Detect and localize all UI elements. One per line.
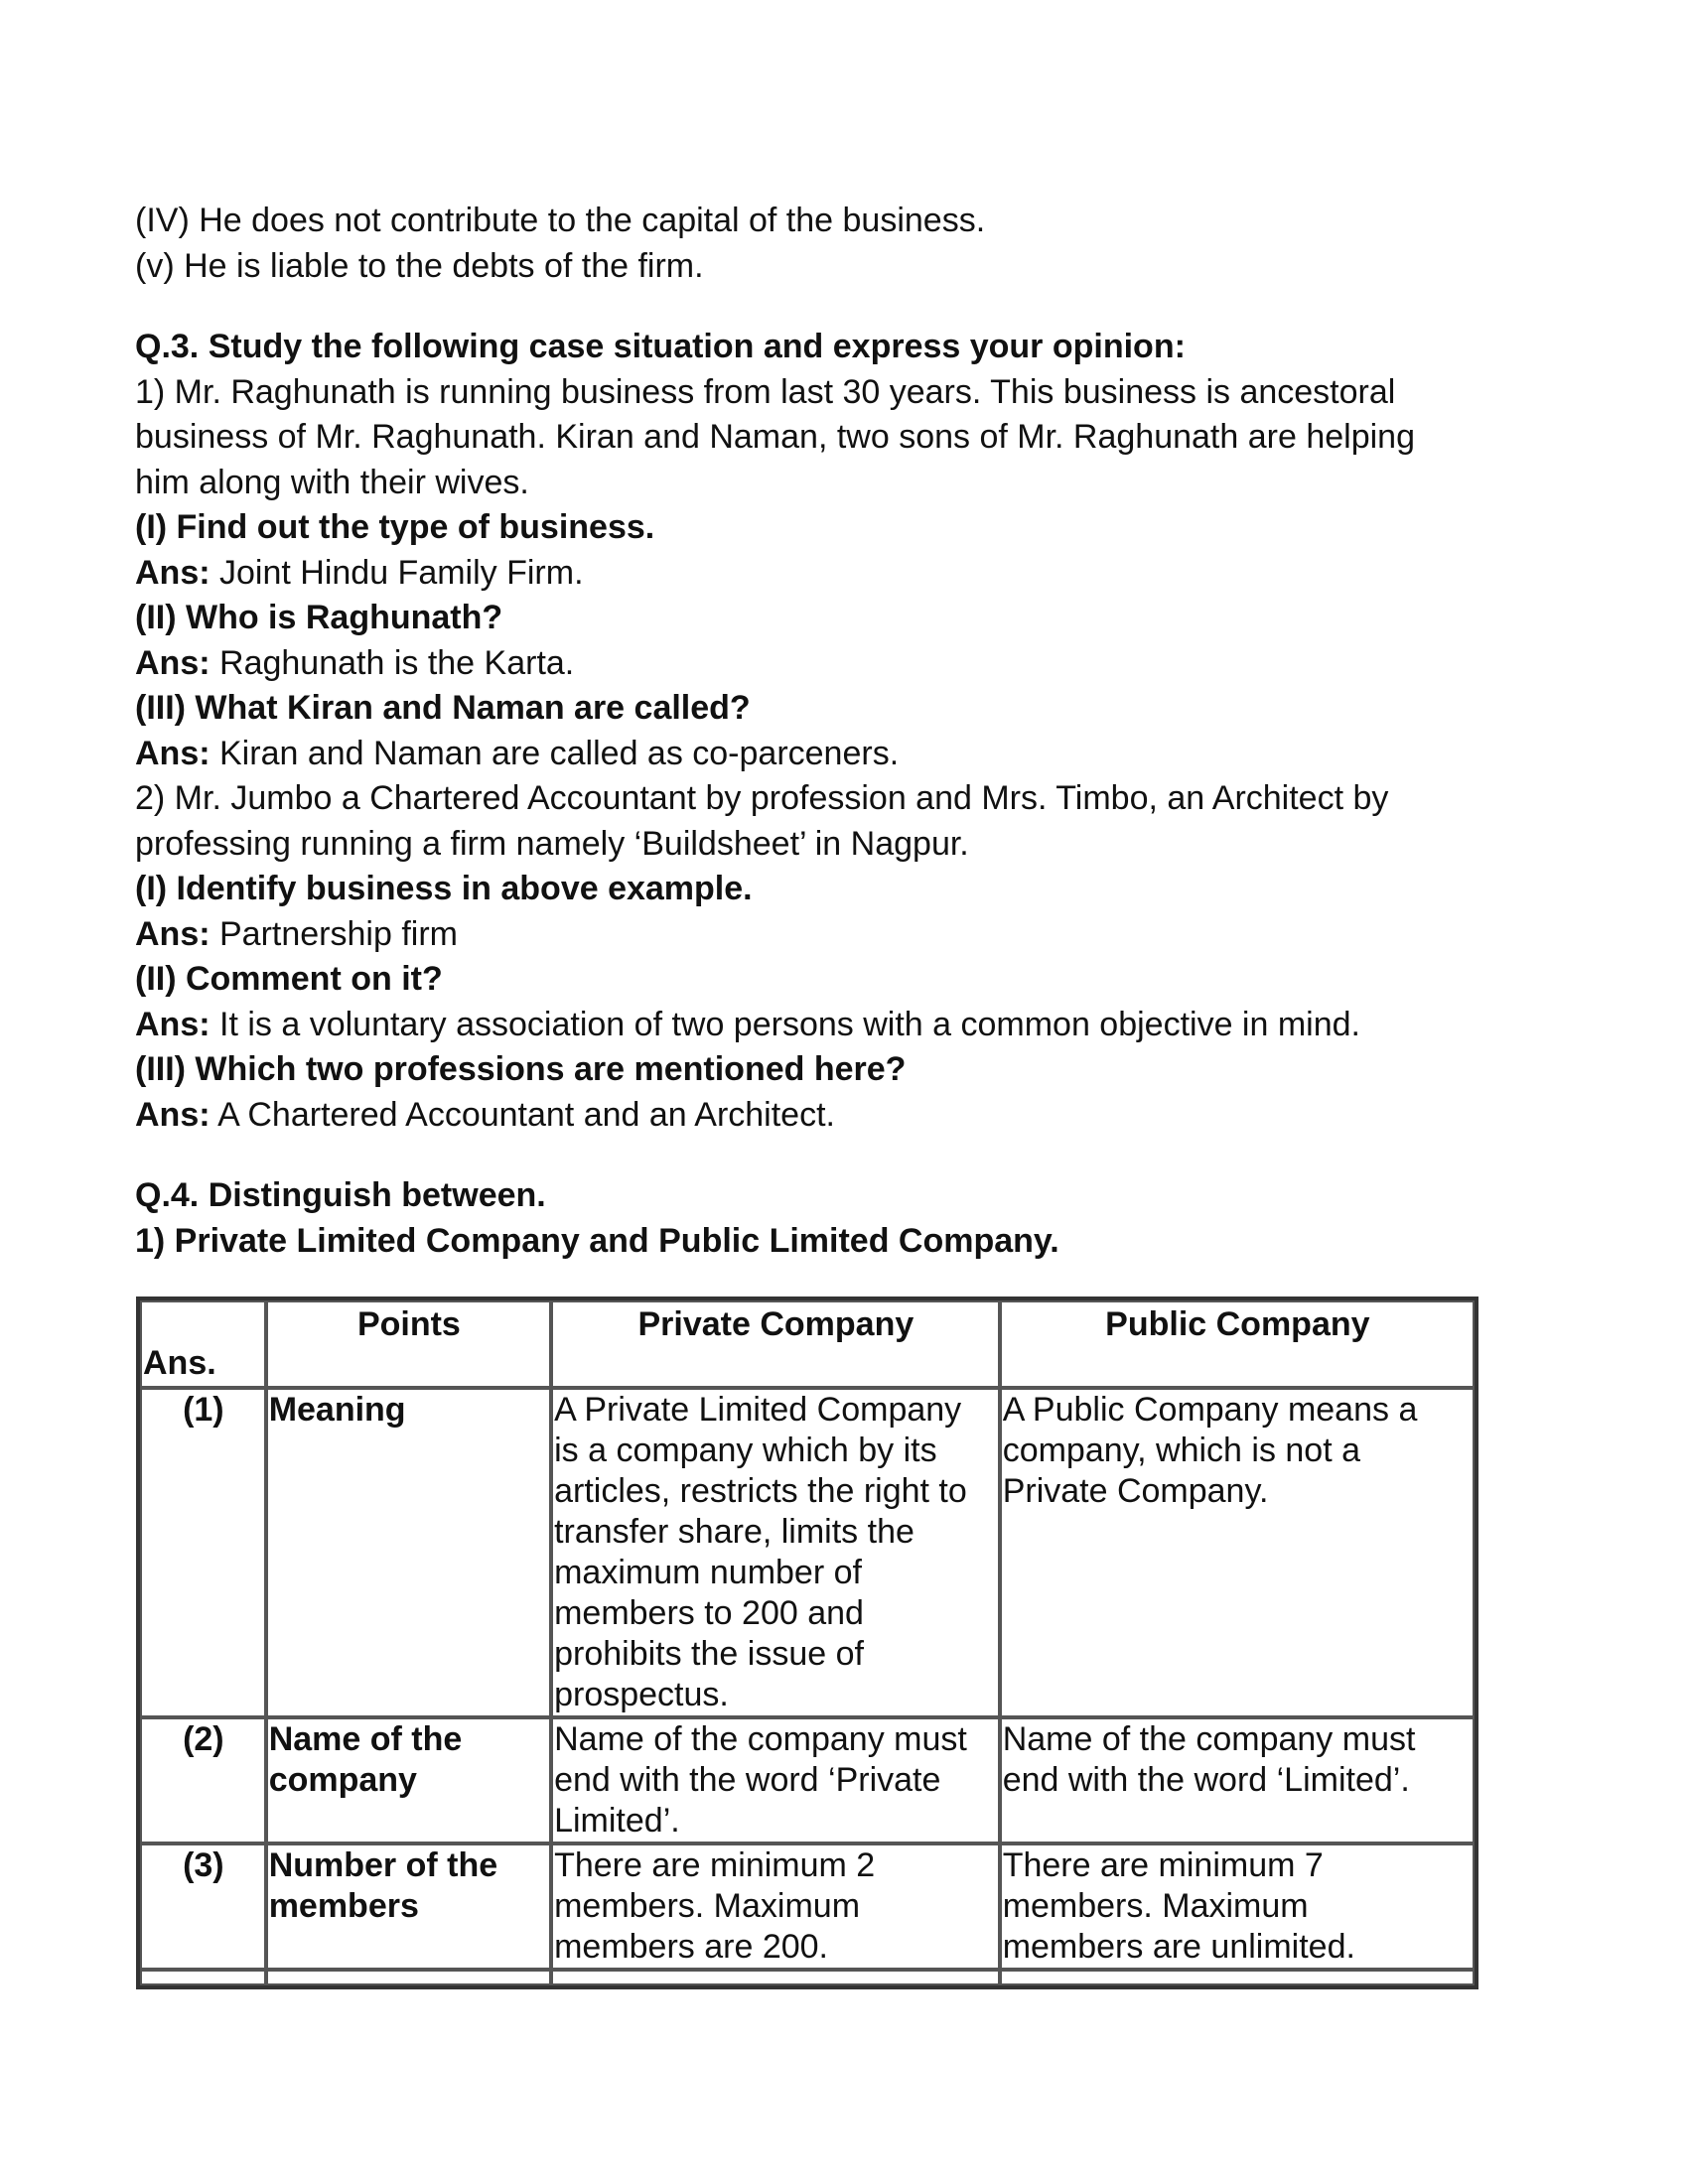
empty-cell [266, 1970, 551, 1985]
row-point [266, 1717, 551, 1843]
row-point [266, 1843, 551, 1970]
empty-cell [551, 1970, 1000, 1985]
answer-text: It is a voluntary association of two persons with a common objective in mind. [210, 1005, 1360, 1043]
table-row [140, 1843, 1475, 1970]
point-line: Name of the [268, 1720, 463, 1758]
row-number: (3) [140, 1843, 266, 1970]
case2-answer-2 [135, 1003, 1565, 1048]
private-line: is a company which by its [554, 1432, 937, 1469]
text-line-iv: (IV) He does not contribute to the capital of the business. [135, 202, 986, 239]
row-private [551, 1388, 1000, 1717]
public-line: Name of the company must [1002, 1720, 1416, 1758]
case2-question-2: (II) Comment on it? [135, 960, 443, 998]
answer-text: A Chartered Accountant and an Architect. [210, 1095, 835, 1134]
answer-label: Ans: [135, 914, 211, 953]
case1-line-2: business of Mr. Raghunath. Kiran and Naman, two sons of Mr. Raghunath are helping [135, 418, 1415, 456]
private-line: prospectus. [554, 1676, 729, 1713]
private-line: Limited’. [554, 1802, 680, 1840]
table-continuation-row [140, 1970, 1475, 1985]
public-line: Private Company. [1002, 1472, 1269, 1510]
point-line: members [268, 1887, 419, 1925]
private-line: members. Maximum [554, 1887, 861, 1925]
private-line: maximum number of [554, 1554, 862, 1591]
case2-line-1: 2) Mr. Jumbo a Chartered Accountant by profession and Mrs. Timbo, an Architect by [135, 779, 1389, 817]
header-private-company: Private Company [551, 1300, 1000, 1388]
public-line: members. Maximum [1002, 1887, 1309, 1925]
header-points: Points [266, 1300, 551, 1388]
case2-answer-3 [135, 1093, 1565, 1139]
private-line: articles, restricts the right to [554, 1472, 967, 1510]
row-private [551, 1717, 1000, 1843]
case1-question-1: (I) Find out the type of business. [135, 508, 655, 546]
answer-text: Joint Hindu Family Firm. [210, 553, 584, 592]
point-line: company [268, 1761, 417, 1799]
case2-answer-1 [135, 912, 1565, 958]
text-line-v: (v) He is liable to the debts of the firm. [135, 246, 704, 285]
empty-cell [140, 1970, 266, 1985]
answer-text: Partnership firm [210, 914, 458, 953]
row-point [266, 1388, 551, 1717]
ans-label: Ans. [140, 1300, 266, 1388]
public-line: There are minimum 7 [1002, 1846, 1324, 1884]
answer-text: Raghunath is the Karta. [210, 643, 575, 682]
case1-question-3: (III) What Kiran and Naman are called? [135, 689, 751, 727]
empty-cell [1000, 1970, 1475, 1985]
q3-heading: Q.3. Study the following case situation and express your opinion: [135, 328, 1186, 365]
private-line: Name of the company must [554, 1720, 967, 1758]
public-line: end with the word ‘Limited’. [1002, 1761, 1410, 1799]
answer-label: Ans: [135, 1095, 211, 1134]
case2-line-2: professing running a firm namely ‘Buildsheet’ in Nagpur. [135, 824, 969, 863]
point-line: Meaning [268, 1391, 406, 1429]
case1-line-1: 1) Mr. Raghunath is running business from last 30 years. This business is ancestoral [135, 372, 1396, 411]
answer-label: Ans: [135, 643, 211, 682]
header-public-company: Public Company [1000, 1300, 1475, 1388]
row-number: (2) [140, 1717, 266, 1843]
comparison-table [136, 1297, 1478, 1989]
private-line: transfer share, limits the [554, 1513, 914, 1551]
row-number: (1) [140, 1388, 266, 1717]
answer-text: Kiran and Naman are called as co-parceners. [210, 734, 900, 772]
answer-label: Ans: [135, 1005, 211, 1043]
private-line: members to 200 and [554, 1594, 864, 1632]
row-public [1000, 1717, 1475, 1843]
case1-answer-3 [135, 732, 1565, 777]
private-line: end with the word ‘Private [554, 1761, 941, 1799]
case2-question-3: (III) Which two professions are mentioned here? [135, 1050, 907, 1088]
case1-question-2: (II) Who is Raghunath? [135, 599, 503, 636]
q4-sub-heading: 1) Private Limited Company and Public Limited Company. [135, 1221, 1059, 1260]
case1-answer-1 [135, 551, 1565, 597]
case1-answer-2 [135, 641, 1565, 687]
public-line: A Public Company means a [1002, 1391, 1418, 1429]
document-body [135, 199, 1565, 1264]
row-public [1000, 1388, 1475, 1717]
answer-label: Ans: [135, 553, 211, 592]
q4-heading: Q.4. Distinguish between. [135, 1176, 546, 1214]
case2-question-1: (I) Identify business in above example. [135, 870, 753, 907]
private-line: A Private Limited Company [554, 1391, 962, 1429]
table-header-row [140, 1300, 1475, 1388]
row-private [551, 1843, 1000, 1970]
case1-line-3: him along with their wives. [135, 463, 529, 501]
point-line: Number of the [268, 1846, 498, 1884]
private-line: prohibits the issue of [554, 1635, 864, 1673]
private-line: There are minimum 2 [554, 1846, 876, 1884]
table-row [140, 1717, 1475, 1843]
public-line: company, which is not a [1002, 1432, 1361, 1469]
table-row [140, 1388, 1475, 1717]
answer-label: Ans: [135, 734, 211, 772]
row-public [1000, 1843, 1475, 1970]
public-line: members are unlimited. [1002, 1928, 1355, 1966]
private-line: members are 200. [554, 1928, 828, 1966]
